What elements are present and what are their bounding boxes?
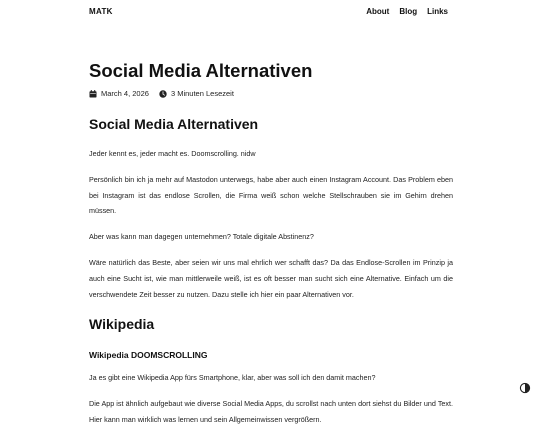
theme-toggle-icon — [519, 382, 531, 394]
paragraph: Wäre natürlich das Beste, aber seien wir uns mal ehrlich wer schafft das? Da das Endlose-Scrollen im Prinzip ja auch eine Sucht ist, wie man mittlerweile weiß, ist es oft besser man sucht sich eine Alternative. Einfach um die verschwendete Zeit besser zu nutzen. Dazu stelle ich hier ein paar Alternativen vor. — [89, 257, 453, 299]
nav-link-blog[interactable]: Blog — [399, 7, 418, 16]
main-nav — [366, 7, 448, 16]
section-heading-wikipedia: Wikipedia — [89, 316, 155, 333]
reading-time-text: 3 Minuten Lesezeit — [170, 89, 234, 99]
section-heading-social-media: Social Media Alternativen — [89, 116, 259, 133]
site-logo-link[interactable]: MATK — [89, 7, 113, 16]
article — [89, 60, 453, 428]
site-header — [0, 0, 540, 24]
paragraph: Ja es gibt eine Wikipedia App fürs Smartphone, klar, aber was soll ich den damit machen? — [89, 373, 376, 383]
clock-icon — [159, 90, 167, 98]
nav-link-links[interactable]: Links — [427, 7, 448, 16]
post-meta — [89, 89, 453, 98]
nav-link-about[interactable]: About — [366, 7, 390, 16]
post-date-text: March 4, 2026 — [101, 89, 149, 99]
paragraph: Persönlich bin ich ja mehr auf Mastodon unterwegs, habe aber auch einen Instagram Account. Das Problem eben bei Instagram ist das endlose Scrollen, die Firma weiß schon welche Stellschrauben sie im Gehirn drehen müssen. — [89, 174, 453, 216]
post-date — [89, 89, 149, 98]
subheading-wikipedia-doomscrolling: Wikipedia DOOMSCROLLING — [89, 350, 208, 361]
paragraph: Jeder kennt es, jeder macht es. Doomscrolling. nidw — [89, 148, 256, 158]
paragraph: Die App ist ähnlich aufgebaut wie diverse Social Media Apps, du scrollst nach unten dort siehst du Bilder und Text. Hier kann man wirklich was lernen und sein Allgemeinwissen vergrößern. — [89, 398, 453, 424]
post-title: Social Media Alternativen — [89, 60, 313, 81]
calendar-icon — [89, 90, 97, 98]
theme-toggle-button[interactable] — [519, 381, 531, 393]
post-reading-time — [159, 89, 234, 98]
paragraph: Aber was kann man dagegen unternehmen? Totale digitale Abstinenz? — [89, 232, 314, 242]
